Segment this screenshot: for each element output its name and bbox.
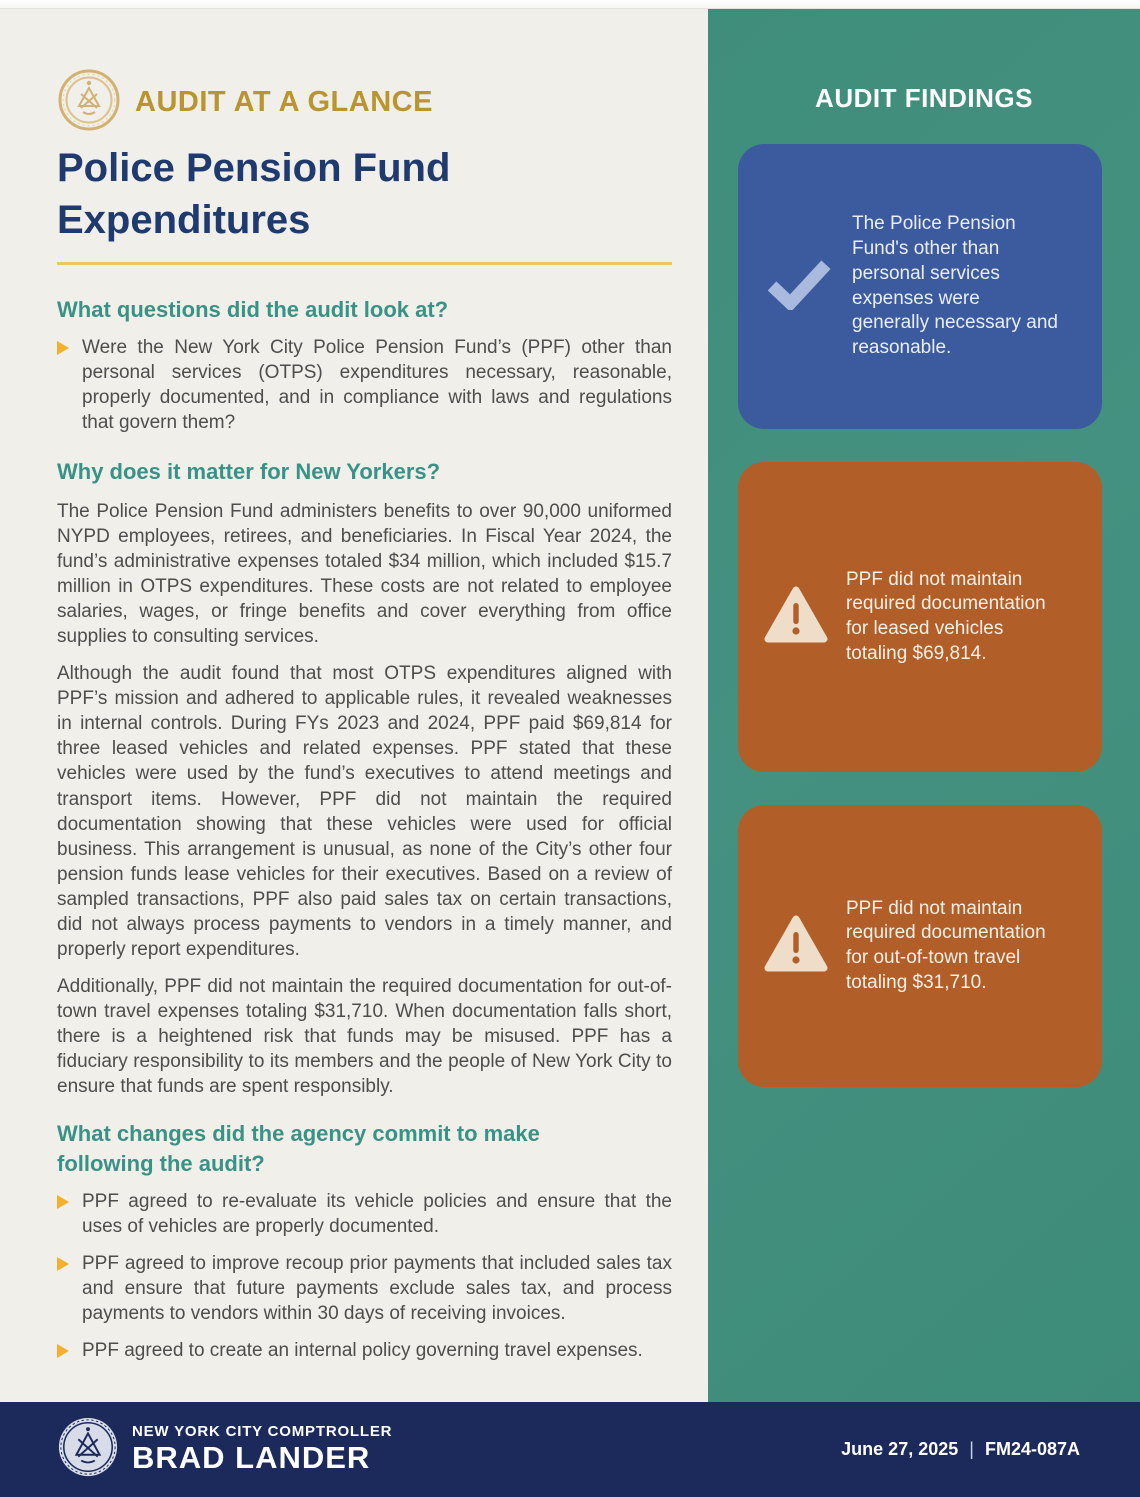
list-item [57,1251,672,1326]
list-item [57,1189,672,1239]
page-top-edge [0,0,1140,9]
footer-org-label: NEW YORK CITY COMPTROLLER [132,1423,393,1441]
section-heading-changes: What changes did the agency commit to make following the audit? [57,1121,540,1177]
bullet-triangle-icon [57,1344,69,1358]
footer-report-id: FM24-087A [984,1439,1080,1459]
title-divider [57,262,672,265]
bullet-triangle-icon [57,1195,69,1209]
bullet-triangle-icon [57,341,69,355]
paragraph: Additionally, PPF did not maintain the required documentation for out-of-town travel expenses totaling $31,710. When documentation falls short, there is a heightened risk that funds may be misused. PPF has a fiduciary responsibility to its members and the people of New York City to ensure that funds are spent responsibly. [57,976,672,1098]
footer-meta [841,1439,1080,1460]
footer-date: June 27, 2025 [841,1439,959,1459]
bullet-text: PPF agreed to re-evaluate its vehicle policies and ensure that the uses of vehicles are properly documented. [82,1190,672,1237]
bullet-text: PPF agreed to improve recoup prior payments that included sales tax and ensure that future payments exclude sales tax, and process payments to vendors within 30 days of receiving invoices. [82,1253,672,1325]
footer-band [0,1402,1140,1497]
warning-icon [764,915,828,978]
section-heading-questions: What questions did the audit look at? [57,297,449,322]
section-heading-why: Why does it matter for New Yorkers? [57,459,441,484]
findings-cards [738,144,1102,1087]
paragraph: The Police Pension Fund administers benefits to over 90,000 uniformed NYPD employees, retirees, and beneficiaries. In Fiscal Year 2024, the fund’s administrative expenses totaled $34 million, which included $15.7 million in OTPS expenditures. These costs are not related to employee salaries, wages, or fringe benefits and cover everything from office supplies to consulting services. [57,500,672,648]
finding-text: PPF did not maintain required documentation for leased vehicles totaling $69,814. [846,568,1046,664]
finding-card-vehicles [738,462,1102,772]
finding-text: PPF did not maintain required documentation for out-of-town travel totaling $31,710. [846,897,1046,993]
footer-identity [132,1424,392,1475]
finding-card-positive [738,144,1102,429]
finding-card-travel [738,805,1102,1087]
bullet-text: Were the New York City Police Pension Fund’s (PPF) other than personal services (OTPS) expenditures necessary, reasonable, properly documented, and in compliance with laws and regulations that govern them? [82,336,672,433]
main-content-column [0,9,708,1402]
footer-separator: | [969,1439,974,1459]
findings-panel [708,9,1140,1402]
page-title: Police Pension Fund Expenditures [57,146,451,242]
nyc-seal-icon [57,1416,119,1483]
eyebrow-title: AUDIT AT A GLANCE [135,85,433,118]
list-item [57,1338,672,1363]
footer-comptroller-name: BRAD LANDER [132,1439,371,1475]
bullet-triangle-icon [57,1257,69,1271]
paragraph: Although the audit found that most OTPS expenditures aligned with PPF’s mission and adhered to applicable rules, it revealed weaknesses in internal controls. During FYs 2023 and 2024, PPF paid $69,814 for three leased vehicles and related expenses. PPF stated that these vehicles were used by the fund’s executives to attend meetings and transport items. However, PPF did not maintain the required documentation showing that these vehicles were used for official business. This arrangement is unusual, as none of the City’s other four pension funds lease vehicles for their executives. Based on a review of sampled transactions, PPF also paid sales tax on certain transactions, did not always process payments to vendors in a timely manner, and properly report expenditures. [57,663,672,961]
list-item [57,335,672,435]
brand-row [57,70,672,134]
checkmark-icon [764,258,834,315]
findings-heading: AUDIT FINDINGS [815,83,1033,113]
finding-text: The Police Pension Fund's other than personal services expenses were generally necessary and reasonable. [852,213,1058,358]
warning-icon [764,586,828,649]
bullet-text: PPF agreed to create an internal policy governing travel expenses. [82,1340,643,1362]
comptroller-seal-icon [57,68,121,137]
